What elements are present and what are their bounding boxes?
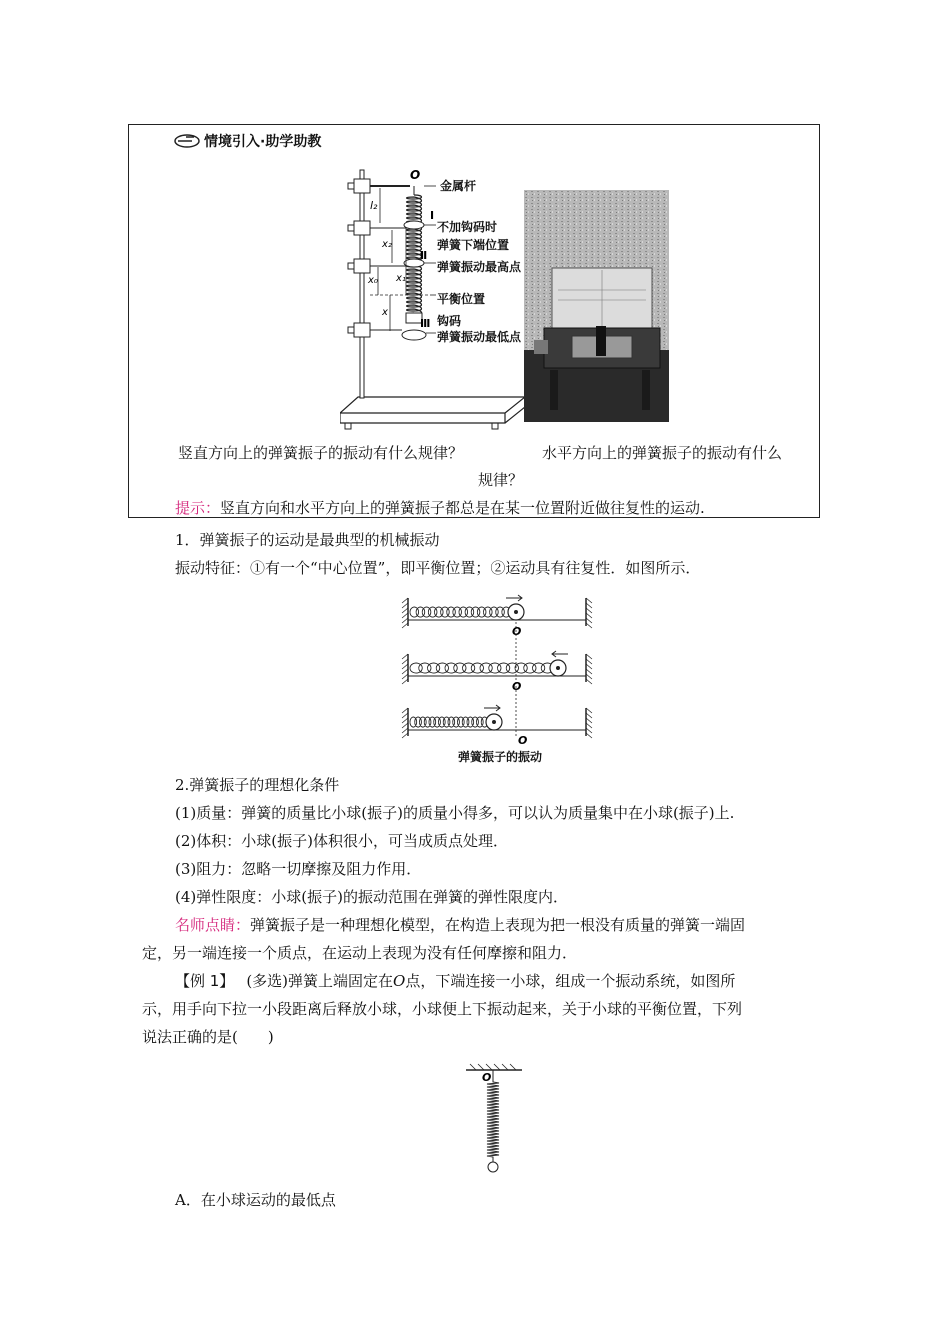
section2-title: 2.弹簧振子的理想化条件 (175, 776, 340, 794)
fig1-spring-0 (410, 607, 510, 617)
fig1-o-bottom: O (518, 734, 528, 747)
label-highest-point: 弹簧振动最高点 (437, 260, 522, 274)
label-x: x (382, 307, 388, 318)
label-lowest-point: 弹簧振动最低点 (437, 330, 522, 344)
fig1-o-top: O (512, 625, 522, 638)
teacher-note-line2: 定，另一端连接一个质点，在运动上表现为没有任何摩擦和阻力． (142, 944, 578, 962)
label-x0: x₀ (368, 275, 378, 286)
example-tag: 【例 1】 (175, 972, 235, 990)
hint-text: 竖直方向和水平方向上的弹簧振子都总是在某一位置附近做往复性的运动. (220, 499, 705, 517)
section1-features: 振动特征：①有一个“中心位置”，即平衡位置；②运动具有往复性．如图所示． (175, 559, 701, 577)
fig1-spring-2 (410, 717, 488, 727)
horizontal-oscillation-figure (398, 590, 598, 762)
situation-header (172, 131, 352, 155)
label-balance: 平衡位置 (437, 292, 486, 306)
hand-pointer-icon (175, 135, 199, 147)
teacher-note-line1: 名师点睛：弹簧振子是一种理想化模型，在构造上表现为把一根没有质量的弹簧一端固 (175, 916, 746, 934)
fig1-spring-1 (410, 663, 553, 673)
fig1-o-middle: O (512, 680, 522, 693)
horizontal-oscillator-photo (524, 190, 669, 422)
label-roman1: Ⅰ (430, 209, 435, 222)
fig1-velocity-arrow-1 (552, 651, 568, 657)
o-symbol: O (393, 972, 406, 990)
header-banner (172, 131, 352, 151)
section1-title: 1．弹簧振子的运动是最典型的机械振动 (175, 531, 440, 549)
label-no-hook: 不加钩码时 (437, 220, 498, 234)
condition-mass: (1)质量：弹簧的质量比小球(振子)的质量小得多，可以认为质量集中在小球(振子)上. (175, 804, 735, 822)
label-l2: l₂ (370, 199, 378, 212)
label-spring-lower-end: 弹簧下端位置 (437, 238, 510, 252)
question-horizontal-a: 水平方向上的弹簧振子的振动有什么 (542, 444, 783, 462)
label-roman2: Ⅱ (420, 249, 428, 262)
label-x2: x₂ (382, 239, 392, 250)
condition-resistance: (3)阻力：忽略一切摩擦及阻力作用． (175, 860, 422, 878)
label-rod: 金属杆 (440, 179, 477, 193)
hanging-spring-figure (460, 1060, 530, 1180)
label-roman3: Ⅲ (420, 317, 431, 330)
fig1-velocity-arrow-0 (506, 595, 522, 601)
example-line2: 示，用手向下拉一小段距离后释放小球，小球便上下振动起来，关于小球的平衡位置，下列 (142, 1000, 743, 1018)
teacher-label: 名师点睛： (175, 916, 251, 934)
fig2-o: O (482, 1071, 492, 1084)
option-a[interactable]: A．在小球运动的最低点 (175, 1191, 336, 1209)
label-hook-weight: 钩码 (437, 314, 462, 328)
label-x1: x₁ (396, 273, 406, 284)
hint (175, 498, 705, 518)
header-text: 情境引入·助学助教 (204, 134, 322, 150)
condition-volume: (2)体积：小球(振子)体积很小，可当成质点处理． (175, 832, 508, 850)
fig1-velocity-arrow-2 (484, 705, 500, 711)
question-vertical: 竖直方向上的弹簧振子的振动有什么规律？ (178, 444, 464, 462)
figure1-caption: 弹簧振子的振动 (458, 750, 543, 764)
condition-elastic-limit: (4)弹性限度：小球(振子)的振动范围在弹簧的弹性限度内． (175, 888, 568, 906)
question-horizontal-b: 规律？ (478, 471, 524, 489)
label-o: O (410, 168, 421, 182)
hint-label: 提示： (175, 499, 221, 517)
example-line1: 【例 1】 (多选)弹簧上端固定在O点，下端连接一小球，组成一个振动系统，如图所 (175, 972, 736, 990)
example-line3: 说法正确的是( ) (142, 1028, 274, 1046)
